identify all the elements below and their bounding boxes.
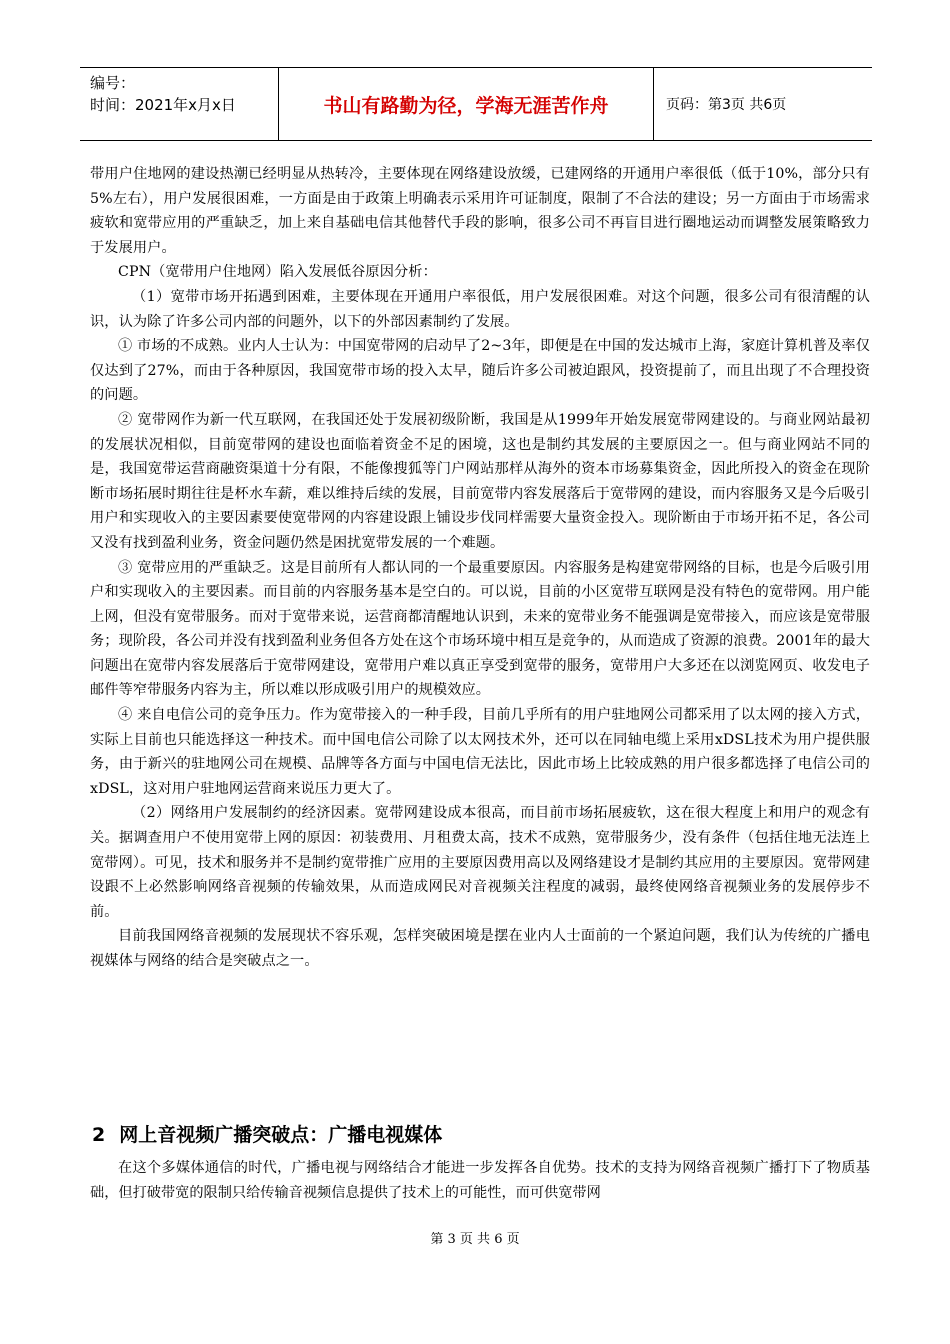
paragraph: 在这个多媒体通信的时代，广播电视与网络结合才能进一步发挥各自优势。技术的支持为网络音视频广播打下了物质基础，但打破带宽的限制只给传输音视频信息提供了技术上的可能性，而可供宽带网 — [90, 1160, 870, 1201]
paragraph: 目前我国网络音视频的发展现状不容乐观，怎样突破困境是摆在业内人士面前的一个紧迫问题，我们认为传统的广播电视媒体与网络的结合是突破点之一。 — [90, 928, 870, 969]
paragraph: （1）宽带市场开拓遇到困难，主要体现在开通用户率很低，用户发展很困难。对这个问题，很多公司有很清醒的认识，认为除了许多公司内部的问题外，以下的外部因素制约了发展。 — [90, 288, 870, 330]
paragraph: 带用户住地网的建设热潮已经明显从热转冷，主要体现在网络建设放缓，已建网络的开通用户率很低（低于10%，部分只有5%左右），用户发展很困难，一方面是由于政策上明确表示采用许可证制度，限制了不合法的建设；另一方面由于市场需求疲软和宽带应用的严重缺乏，加上来自基础电信其他替代手段的影响，很多公司不再盲目进行圈地运动而调整发展策略致力于发展用户。 — [90, 166, 870, 256]
paragraph: （2）网络用户发展制约的经济因素。宽带网建设成本很高，而目前市场拓展疲软，这在很大程度上和用户的观念有关。据调查用户不使用宽带上网的原因：初装费用、月租费太高，技术不成熟，宽带服务少，没有条件（包括住地无法连上宽带网）。可见，技术和服务并不是制约宽带推广应用的主要原因费用高以及网络建设才是制约其应用的主要原因。宽带网建设跟不上必然影响网络音视频的传输效果，从而造成网民对音视频关注程度的减弱，最终使网络音视频业务的发展停步不前。 — [90, 805, 870, 920]
paragraph: ④ 来自电信公司的竞争压力。作为宽带接入的一种手段，目前几乎所有的用户驻地网公司都采用了以太网的接入方式，实际上目前也只能选择这一种技术。而中国电信公司除了以太网技术外，还可以在同轴电缆上采用xDSL技术为用户提供服务，由于新兴的驻地网公司在规模、品牌等各方面与中国电信无法比，因此市场上比较成熟的用户很多都选择了电信公司的xDSL，这对用户驻地网运营商来说压力更大了。 — [90, 707, 870, 797]
section-number: 2 — [92, 1124, 106, 1146]
section-body — [90, 1156, 870, 1206]
paragraph: CPN（宽带用户住地网）陷入发展低谷原因分析： — [118, 264, 437, 281]
page-footer: 第 3 页 共 6 页 — [430, 1232, 520, 1247]
header-page-info: 页码：第3页 共6页 — [666, 97, 787, 113]
paragraph: ② 宽带网作为新一代互联网，在我国还处于发展初级阶断，我国是从1999年开始发展宽带网建设的。与商业网站最初的发展状况相似，目前宽带网的建设也面临着资金不足的困境，这也是制约其发展的主要原因之一。但与商业网站不同的是，我国宽带运营商融资渠道十分有限，不能像搜狐等门户网站那样从海外的资本市场募集资金，因此所投入的资金在现阶断市场拓展时期往往是杯水车薪，难以维持后续的发展，目前宽带内容发展落后于宽带网的建设，而内容服务又是今后吸引用户和实现收入的主要因素要使宽带网的内容建设跟上铺设步伐同样需要大量资金投入。现阶断由于市场开拓不足，各公司又没有找到盈利业务，资金问题仍然是困扰宽带发展的一个难题。 — [90, 411, 870, 551]
section-title: 网上音视频广播突破点：广播电视媒体 — [119, 1124, 443, 1146]
document-body — [90, 162, 870, 974]
section-heading — [92, 1120, 442, 1147]
header-meta — [80, 68, 278, 140]
code-label: 编号： — [90, 74, 136, 92]
page-header — [80, 67, 872, 141]
paragraph: ① 市场的不成熟。业内人士认为：中国宽带网的启动早了2~3年，即便是在中国的发达城市上海，家庭计算机普及率仅仅达到了27%，而由于各种原因，我国宽带市场的投入太早，随后许多公司被迫跟风，投资提前了，而且出现了不合理投资的问题。 — [90, 338, 870, 404]
date-label: 时间：2021年x月x日 — [90, 96, 236, 114]
paragraph: ③ 宽带应用的严重缺乏。这是目前所有人都认同的一个最重要原因。内容服务是构建宽带网络的目标，也是今后吸引用户和实现收入的主要因素。而目前的内容服务基本是空白的。可以说，目前的小区宽带互联网是没有特色的宽带网。用户能上网，但没有宽带服务。而对于宽带来说，运营商都清醒地认识到，未来的宽带业务不能强调是宽带接入，而应该是宽带服务；现阶段，各公司并没有找到盈利业务但各方处在这个市场环境中相互是竞争的，从而造成了资源的浪费。2001年的最大问题出在宽带内容发展落后于宽带网建设，宽带用户难以真正享受到宽带的服务，宽带用户大多还在以浏览网页、收发电子邮件等窄带服务内容为主，所以难以形成吸引用户的规模效应。 — [90, 559, 870, 699]
header-motto: 书山有路勤为径，学海无涯苦作舟 — [278, 68, 654, 140]
